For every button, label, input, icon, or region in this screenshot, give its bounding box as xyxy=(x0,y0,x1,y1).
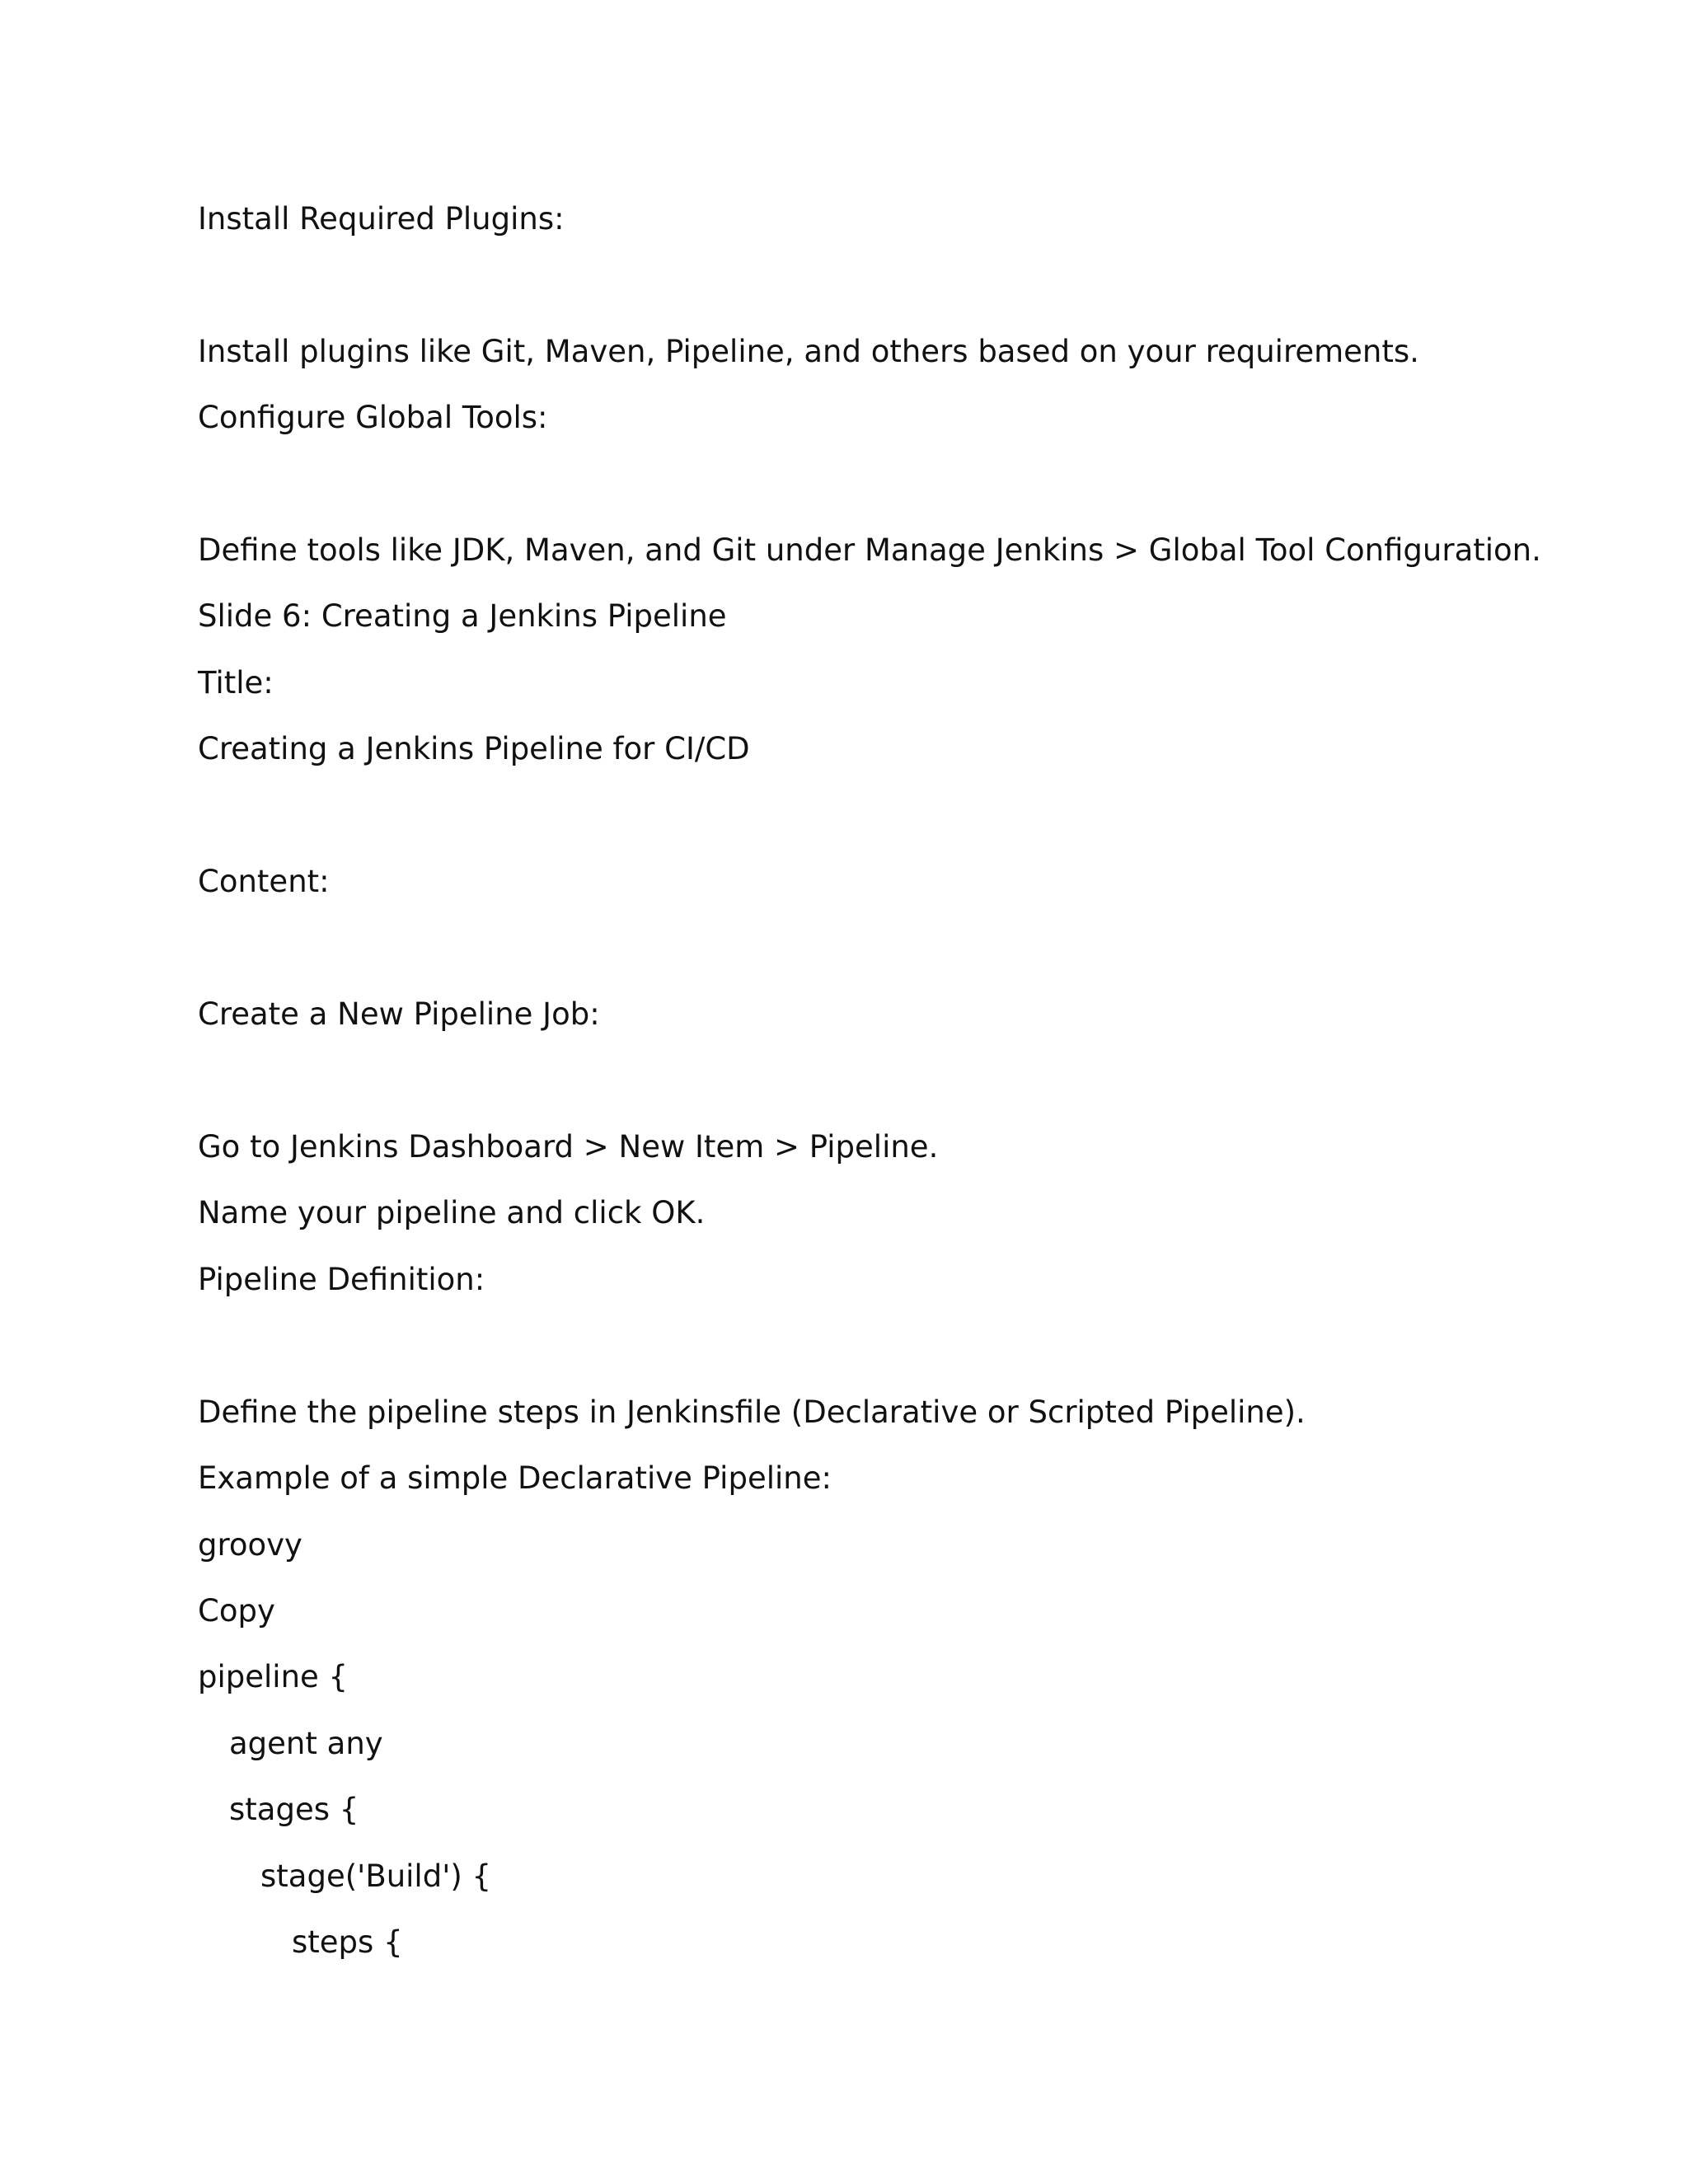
heading-configure-global-tools: Configure Global Tools: xyxy=(198,400,548,435)
text-define-tools: Define tools like JDK, Maven, and Git under Manage Jenkins > Global Tool Configuration. xyxy=(198,532,1541,568)
title-label: Title: xyxy=(198,665,274,701)
code-language-label: groovy xyxy=(198,1527,302,1563)
text-name-pipeline: Name your pipeline and click OK. xyxy=(198,1195,706,1230)
heading-pipeline-definition: Pipeline Definition: xyxy=(198,1262,485,1297)
text-go-to-dashboard: Go to Jenkins Dashboard > New Item > Pipeline. xyxy=(198,1129,939,1165)
content-label: Content: xyxy=(198,864,330,899)
text-example-declarative: Example of a simple Declarative Pipeline: xyxy=(198,1460,832,1496)
heading-create-pipeline-job: Create a New Pipeline Job: xyxy=(198,996,600,1032)
code-line: pipeline { xyxy=(198,1659,349,1694)
code-line: steps { xyxy=(292,1924,403,1960)
copy-label: Copy xyxy=(198,1593,275,1629)
title-text: Creating a Jenkins Pipeline for CI/CD xyxy=(198,731,750,766)
slide-6-heading: Slide 6: Creating a Jenkins Pipeline xyxy=(198,598,727,634)
code-line: stage('Build') { xyxy=(260,1858,492,1894)
code-line: stages { xyxy=(229,1792,359,1827)
text-install-plugins: Install plugins like Git, Maven, Pipeline, and others based on your requirements. xyxy=(198,334,1419,369)
code-line: agent any xyxy=(229,1726,383,1761)
heading-install-required-plugins: Install Required Plugins: xyxy=(198,201,565,237)
text-define-pipeline-steps: Define the pipeline steps in Jenkinsfile (Declarative or Scripted Pipeline). xyxy=(198,1394,1306,1430)
